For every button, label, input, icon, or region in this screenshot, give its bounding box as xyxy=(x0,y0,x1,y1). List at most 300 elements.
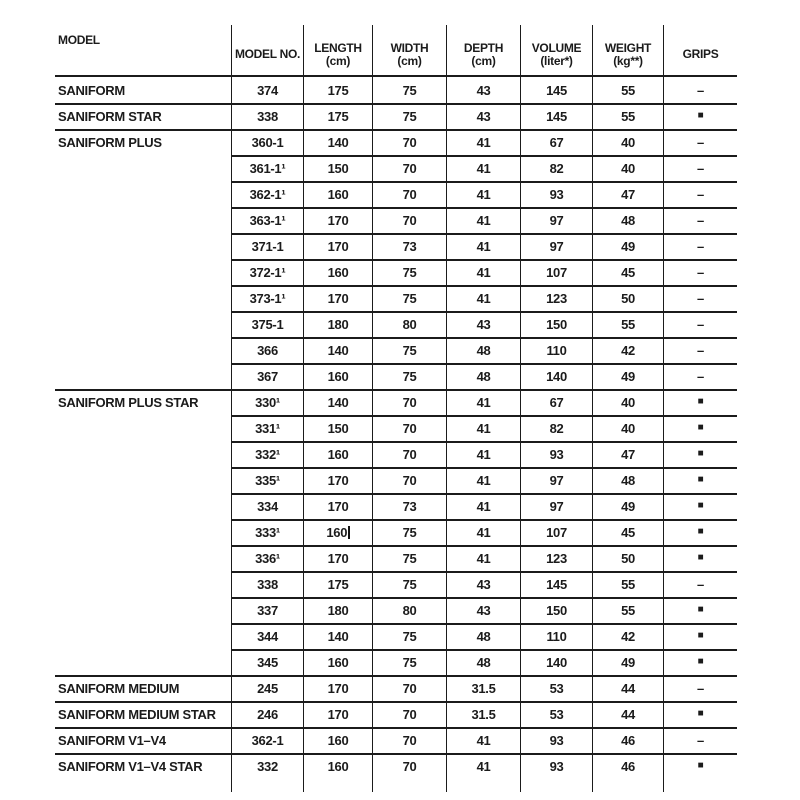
cell-model xyxy=(55,337,231,363)
tail-cell xyxy=(231,779,303,792)
cell-volume xyxy=(520,389,592,415)
cell-weight xyxy=(592,623,663,649)
cell-weight xyxy=(592,571,663,597)
text-cursor-artifact xyxy=(348,526,350,539)
cell-value: SANIFORM MEDIUM xyxy=(58,680,180,696)
grips-dash-marker: – xyxy=(697,316,704,332)
cell-volume xyxy=(520,727,592,753)
cell-value: 160 xyxy=(327,654,349,670)
cell-model xyxy=(55,753,231,779)
cell-value: 70 xyxy=(402,472,417,488)
table-row xyxy=(55,389,737,415)
cell-length xyxy=(303,233,372,259)
cell-width xyxy=(372,311,446,337)
tail-cell xyxy=(446,779,520,792)
tail-cell xyxy=(592,779,663,792)
table-row xyxy=(55,753,737,779)
cell-value: 97 xyxy=(549,238,564,254)
cell-length xyxy=(303,493,372,519)
cell-grips xyxy=(663,467,737,493)
table-row xyxy=(55,181,737,207)
cell-value: 361-1¹ xyxy=(249,160,286,176)
column-header-label: DEPTH xyxy=(463,40,504,55)
cell-value: 55 xyxy=(621,602,635,618)
cell-value: 75 xyxy=(402,524,417,540)
cell-value: 43 xyxy=(476,316,491,332)
cell-value: 31.5 xyxy=(471,680,496,696)
cell-value: 180 xyxy=(327,602,349,618)
cell-value: 44 xyxy=(621,680,635,696)
column-header-label: WIDTH xyxy=(390,40,429,55)
cell-model xyxy=(55,519,231,545)
cell-value: 75 xyxy=(402,264,417,280)
cell-volume xyxy=(520,441,592,467)
cell-value: 49 xyxy=(621,238,635,254)
cell-value: 48 xyxy=(476,342,491,358)
cell-value: 345 xyxy=(257,654,278,670)
table-bottom-line-tails xyxy=(55,779,737,792)
cell-length xyxy=(303,675,372,701)
cell-depth xyxy=(446,363,520,389)
grips-square-marker: ■ xyxy=(697,656,704,667)
cell-depth xyxy=(446,311,520,337)
cell-value: 145 xyxy=(546,108,567,124)
grips-square-marker: ■ xyxy=(697,500,704,511)
cell-value: 45 xyxy=(621,264,635,280)
cell-length xyxy=(303,571,372,597)
cell-value: 41 xyxy=(476,446,491,462)
cell-depth xyxy=(446,103,520,129)
cell-volume xyxy=(520,753,592,779)
column-header-length xyxy=(303,25,372,75)
cell-value: 80 xyxy=(402,602,417,618)
cell-depth xyxy=(446,129,520,155)
grips-square-marker: ■ xyxy=(697,604,704,615)
cell-model xyxy=(55,129,231,155)
cell-value: 123 xyxy=(546,290,567,306)
cell-depth xyxy=(446,441,520,467)
cell-model-no xyxy=(231,519,303,545)
cell-value: 48 xyxy=(621,472,635,488)
table-row xyxy=(55,415,737,441)
cell-value: 73 xyxy=(402,238,417,254)
table-row xyxy=(55,701,737,727)
cell-value: 160 xyxy=(327,264,349,280)
cell-length xyxy=(303,311,372,337)
cell-width xyxy=(372,207,446,233)
cell-value: 70 xyxy=(402,706,417,722)
column-header-label: VOLUME xyxy=(531,40,582,55)
cell-model xyxy=(55,571,231,597)
cell-grips xyxy=(663,129,737,155)
cell-model-no xyxy=(231,493,303,519)
cell-volume xyxy=(520,103,592,129)
cell-grips xyxy=(663,311,737,337)
cell-value: 372-1¹ xyxy=(249,264,286,280)
cell-value: 75 xyxy=(402,550,417,566)
cell-depth xyxy=(446,259,520,285)
tail-cell xyxy=(663,779,737,792)
cell-volume xyxy=(520,207,592,233)
cell-value: 145 xyxy=(546,82,567,98)
table-row xyxy=(55,545,737,571)
cell-length xyxy=(303,103,372,129)
cell-volume xyxy=(520,571,592,597)
grips-square-marker: ■ xyxy=(697,760,704,771)
column-header-unit: (cm) xyxy=(471,53,496,68)
column-header-volume xyxy=(520,25,592,75)
cell-model-no xyxy=(231,337,303,363)
cell-length xyxy=(303,259,372,285)
cell-value: 44 xyxy=(621,706,635,722)
cell-value: 140 xyxy=(327,342,349,358)
cell-width xyxy=(372,545,446,571)
cell-depth xyxy=(446,701,520,727)
cell-volume xyxy=(520,675,592,701)
cell-model xyxy=(55,493,231,519)
cell-grips xyxy=(663,519,737,545)
cell-value: 371-1 xyxy=(251,238,284,254)
cell-value: 160 xyxy=(327,368,349,384)
cell-length xyxy=(303,363,372,389)
cell-model-no xyxy=(231,597,303,623)
cell-weight xyxy=(592,753,663,779)
cell-value: 75 xyxy=(402,654,417,670)
cell-width xyxy=(372,363,446,389)
cell-value: 160 xyxy=(327,446,349,462)
cell-value: 53 xyxy=(549,680,564,696)
cell-volume xyxy=(520,519,592,545)
cell-length xyxy=(303,467,372,493)
grips-dash-marker: – xyxy=(697,732,704,748)
cell-value: 67 xyxy=(549,394,564,410)
cell-value: 140 xyxy=(546,654,567,670)
cell-length xyxy=(303,441,372,467)
cell-model-no xyxy=(231,233,303,259)
cell-width xyxy=(372,519,446,545)
cell-value: 48 xyxy=(621,212,635,228)
grips-dash-marker: – xyxy=(697,290,704,306)
table-row xyxy=(55,77,737,103)
cell-model xyxy=(55,545,231,571)
cell-length xyxy=(303,207,372,233)
cell-value: 53 xyxy=(549,706,564,722)
cell-value: 40 xyxy=(621,134,635,150)
column-header-width xyxy=(372,25,446,75)
table-row xyxy=(55,337,737,363)
column-header-grips xyxy=(663,25,737,75)
cell-value: 140 xyxy=(327,134,349,150)
grips-square-marker: ■ xyxy=(697,448,704,459)
cell-weight xyxy=(592,493,663,519)
cell-value: 70 xyxy=(402,394,417,410)
cell-value: 49 xyxy=(621,368,635,384)
cell-width xyxy=(372,493,446,519)
cell-length xyxy=(303,727,372,753)
table-row xyxy=(55,363,737,389)
tail-cell xyxy=(520,779,592,792)
cell-value: 330¹ xyxy=(255,394,280,410)
tail-cell xyxy=(372,779,446,792)
cell-grips xyxy=(663,571,737,597)
cell-value: 41 xyxy=(476,394,491,410)
cell-grips xyxy=(663,493,737,519)
cell-value: 70 xyxy=(402,186,417,202)
spec-table xyxy=(55,25,737,792)
cell-value: 332¹ xyxy=(255,446,280,462)
cell-value: 150 xyxy=(546,316,567,332)
cell-model xyxy=(55,597,231,623)
cell-value: 46 xyxy=(621,758,635,774)
cell-weight xyxy=(592,285,663,311)
cell-value: 180 xyxy=(327,316,349,332)
table-row xyxy=(55,675,737,701)
cell-value: 160 xyxy=(327,758,349,774)
tail-cell xyxy=(303,779,372,792)
grips-square-marker: ■ xyxy=(697,526,704,537)
cell-value: 45 xyxy=(621,524,635,540)
cell-width xyxy=(372,727,446,753)
cell-value: 55 xyxy=(621,316,635,332)
grips-dash-marker: – xyxy=(697,212,704,228)
cell-model xyxy=(55,77,231,103)
cell-value: 140 xyxy=(546,368,567,384)
cell-volume xyxy=(520,545,592,571)
cell-width xyxy=(372,155,446,181)
cell-value: 70 xyxy=(402,212,417,228)
cell-volume xyxy=(520,233,592,259)
cell-value: 170 xyxy=(327,550,349,566)
cell-depth xyxy=(446,597,520,623)
cell-value: 160 xyxy=(326,524,348,540)
cell-value: 70 xyxy=(402,420,417,436)
cell-model-no xyxy=(231,207,303,233)
cell-model-no xyxy=(231,545,303,571)
cell-length xyxy=(303,649,372,675)
cell-model-no xyxy=(231,467,303,493)
cell-value: 41 xyxy=(476,758,491,774)
cell-value: 49 xyxy=(621,654,635,670)
table-row xyxy=(55,649,737,675)
cell-value: 335¹ xyxy=(255,472,280,488)
cell-width xyxy=(372,467,446,493)
cell-value: 41 xyxy=(476,290,491,306)
cell-width xyxy=(372,415,446,441)
table-row xyxy=(55,519,737,545)
table-row xyxy=(55,259,737,285)
cell-model-no xyxy=(231,103,303,129)
cell-value: 75 xyxy=(402,290,417,306)
cell-value: 75 xyxy=(402,628,417,644)
cell-model xyxy=(55,103,231,129)
cell-grips xyxy=(663,545,737,571)
cell-depth xyxy=(446,155,520,181)
cell-value: 363-1¹ xyxy=(249,212,286,228)
cell-value: SANIFORM STAR xyxy=(58,108,162,124)
grips-dash-marker: – xyxy=(697,342,704,358)
grips-dash-marker: – xyxy=(697,186,704,202)
cell-value: 170 xyxy=(327,498,349,514)
cell-volume xyxy=(520,285,592,311)
cell-depth xyxy=(446,207,520,233)
cell-width xyxy=(372,701,446,727)
cell-model-no xyxy=(231,389,303,415)
cell-value: 41 xyxy=(476,212,491,228)
cell-model-no xyxy=(231,753,303,779)
cell-volume xyxy=(520,493,592,519)
cell-grips xyxy=(663,441,737,467)
cell-value: 337 xyxy=(257,602,278,618)
column-header-label: LENGTH xyxy=(314,40,362,55)
cell-depth xyxy=(446,623,520,649)
cell-value: 75 xyxy=(402,368,417,384)
cell-weight xyxy=(592,675,663,701)
cell-grips xyxy=(663,389,737,415)
column-header-unit: (liter*) xyxy=(540,53,573,68)
cell-width xyxy=(372,233,446,259)
cell-value: 75 xyxy=(402,108,417,124)
cell-volume xyxy=(520,311,592,337)
cell-value: 334 xyxy=(257,498,278,514)
cell-volume xyxy=(520,597,592,623)
cell-model-no xyxy=(231,675,303,701)
cell-depth xyxy=(446,753,520,779)
cell-grips xyxy=(663,753,737,779)
cell-value: 55 xyxy=(621,108,635,124)
column-header-depth xyxy=(446,25,520,75)
cell-weight xyxy=(592,519,663,545)
cell-model xyxy=(55,363,231,389)
cell-model-no xyxy=(231,623,303,649)
table-row xyxy=(55,311,737,337)
table-header-row xyxy=(55,25,737,77)
cell-model-no xyxy=(231,77,303,103)
cell-value: 97 xyxy=(549,472,564,488)
cell-grips xyxy=(663,363,737,389)
cell-depth xyxy=(446,675,520,701)
cell-length xyxy=(303,701,372,727)
cell-weight xyxy=(592,415,663,441)
cell-value: 170 xyxy=(327,680,349,696)
cell-value: 70 xyxy=(402,732,417,748)
cell-value: 160 xyxy=(327,732,349,748)
cell-width xyxy=(372,77,446,103)
cell-grips xyxy=(663,103,737,129)
cell-value: 41 xyxy=(476,264,491,280)
cell-length xyxy=(303,285,372,311)
cell-value: 97 xyxy=(549,498,564,514)
column-header-label: WEIGHT xyxy=(604,40,652,55)
cell-weight xyxy=(592,103,663,129)
table-row xyxy=(55,285,737,311)
grips-square-marker: ■ xyxy=(697,630,704,641)
cell-model-no xyxy=(231,155,303,181)
cell-value: 93 xyxy=(549,186,564,202)
table-row xyxy=(55,155,737,181)
cell-value: 140 xyxy=(327,628,349,644)
cell-model-no xyxy=(231,311,303,337)
cell-value: 43 xyxy=(476,602,491,618)
cell-value: 140 xyxy=(327,394,349,410)
cell-value: 160 xyxy=(327,186,349,202)
cell-grips xyxy=(663,597,737,623)
cell-weight xyxy=(592,233,663,259)
cell-model xyxy=(55,285,231,311)
cell-model-no xyxy=(231,649,303,675)
cell-length xyxy=(303,753,372,779)
cell-model xyxy=(55,389,231,415)
cell-value: 70 xyxy=(402,446,417,462)
table-row xyxy=(55,441,737,467)
column-header-model xyxy=(55,25,231,75)
cell-weight xyxy=(592,337,663,363)
cell-depth xyxy=(446,467,520,493)
cell-model xyxy=(55,649,231,675)
cell-value: 145 xyxy=(546,576,567,592)
cell-depth xyxy=(446,493,520,519)
cell-grips xyxy=(663,727,737,753)
cell-value: 362-1¹ xyxy=(249,186,286,202)
cell-value: 48 xyxy=(476,628,491,644)
table-body xyxy=(55,77,737,779)
cell-value: 48 xyxy=(476,654,491,670)
cell-value: 374 xyxy=(257,82,278,98)
cell-model xyxy=(55,675,231,701)
cell-model xyxy=(55,727,231,753)
cell-width xyxy=(372,597,446,623)
cell-weight xyxy=(592,597,663,623)
cell-value: 75 xyxy=(402,342,417,358)
cell-value: 110 xyxy=(546,342,567,358)
cell-length xyxy=(303,389,372,415)
cell-value: 43 xyxy=(476,108,491,124)
column-header-unit: (cm) xyxy=(397,53,422,68)
cell-model xyxy=(55,181,231,207)
cell-grips xyxy=(663,649,737,675)
cell-value: 55 xyxy=(621,576,635,592)
cell-model-no xyxy=(231,701,303,727)
cell-value: 75 xyxy=(402,576,417,592)
cell-length xyxy=(303,597,372,623)
cell-model xyxy=(55,415,231,441)
grips-dash-marker: – xyxy=(697,264,704,280)
grips-square-marker: ■ xyxy=(697,110,704,121)
cell-value: 170 xyxy=(327,238,349,254)
cell-volume xyxy=(520,259,592,285)
cell-length xyxy=(303,181,372,207)
cell-model-no xyxy=(231,415,303,441)
cell-value: 336¹ xyxy=(255,550,280,566)
grips-dash-marker: – xyxy=(697,238,704,254)
cell-value: 331¹ xyxy=(255,420,280,436)
cell-model xyxy=(55,207,231,233)
cell-value: 150 xyxy=(327,420,349,436)
cell-depth xyxy=(446,389,520,415)
cell-value: 93 xyxy=(549,732,564,748)
cell-value: 245 xyxy=(257,680,278,696)
grips-square-marker: ■ xyxy=(697,552,704,563)
cell-weight xyxy=(592,545,663,571)
cell-volume xyxy=(520,701,592,727)
cell-value: 150 xyxy=(546,602,567,618)
cell-value: 70 xyxy=(402,160,417,176)
cell-weight xyxy=(592,467,663,493)
cell-volume xyxy=(520,467,592,493)
grips-dash-marker: – xyxy=(697,576,704,592)
cell-volume xyxy=(520,155,592,181)
cell-model-no xyxy=(231,363,303,389)
cell-weight xyxy=(592,77,663,103)
